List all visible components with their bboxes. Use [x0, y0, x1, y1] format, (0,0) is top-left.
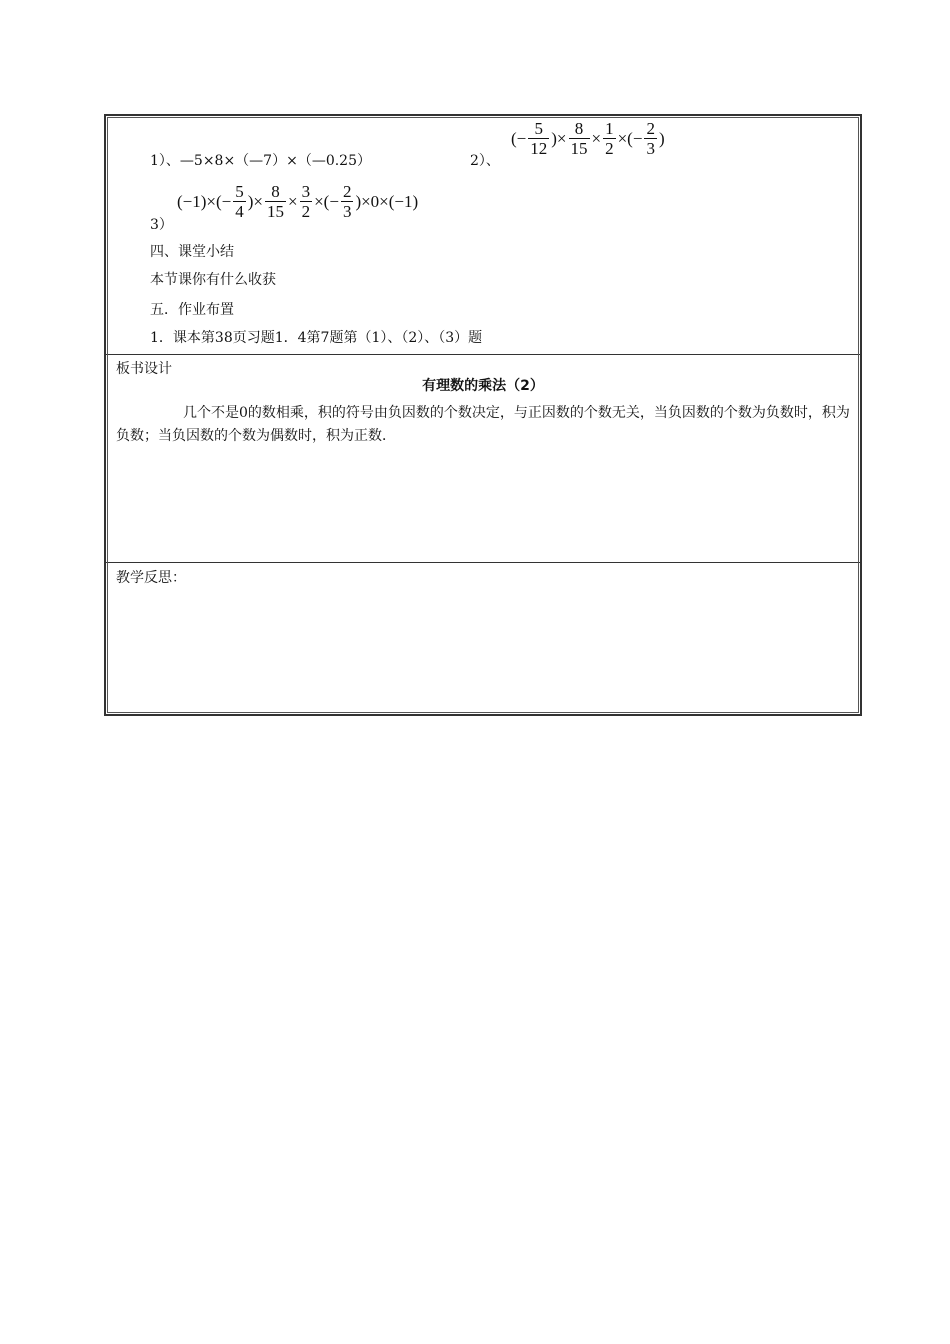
exercise-2-expression — [510, 119, 666, 158]
denominator: 4 — [235, 202, 244, 221]
fraction — [569, 119, 590, 158]
numerator: 8 — [271, 182, 280, 201]
numerator: 5 — [235, 182, 244, 201]
board-design-section — [106, 354, 860, 563]
denominator: 3 — [646, 139, 655, 158]
fraction — [603, 119, 616, 158]
board-design-label: 板书设计 — [116, 361, 172, 377]
numerator: 2 — [646, 119, 655, 138]
denominator: 3 — [342, 202, 352, 221]
lesson-plan-table — [104, 114, 862, 716]
numerator: 8 — [574, 119, 584, 138]
math-operator: (− — [511, 128, 527, 148]
denominator: 2 — [605, 139, 614, 158]
fraction — [300, 182, 313, 221]
math-operator: )×0×(−1) — [355, 191, 419, 211]
math-operator: × — [591, 128, 602, 148]
math-operator: )× — [551, 128, 567, 148]
numerator: 3 — [301, 182, 311, 201]
exercise-3-expression — [176, 182, 419, 221]
math-operator: ×(− — [617, 128, 643, 148]
numerator: 2 — [342, 182, 352, 201]
math-operator: (−1)×(− — [177, 191, 232, 211]
fraction — [341, 182, 354, 221]
summary-question: 本节课你有什么收获 — [150, 272, 276, 288]
math-operator: ×(− — [314, 191, 339, 211]
numerator: 5 — [534, 119, 543, 138]
math-operator: ) — [658, 128, 665, 148]
homework-item: 1．课本第38页习题1．4第7题第（1）、（2）、（3）题 — [150, 330, 483, 346]
fraction — [265, 182, 286, 221]
fraction — [528, 119, 549, 158]
homework-heading: 五．作业布置 — [150, 302, 234, 318]
exercise-3-label: 3） — [150, 217, 173, 233]
math-operator: × — [288, 191, 298, 211]
board-title: 有理数的乘法（2） — [422, 378, 544, 394]
exercise-2-label: 2）、 — [470, 153, 500, 169]
reflection-section — [106, 562, 860, 714]
exercise-1: 1）、—5×8×（—7）×（—0.25） — [150, 153, 371, 169]
numerator: 1 — [605, 119, 614, 138]
fraction — [233, 182, 246, 221]
denominator: 15 — [267, 202, 284, 221]
summary-heading: 四、课堂小结 — [150, 244, 234, 260]
denominator: 2 — [301, 202, 311, 221]
denominator: 12 — [530, 139, 548, 158]
board-content: 几个不是0的数相乘，积的符号由负因数的个数决定，与正因数的个数无关，当负因数的个数为负数时，积为负数；当负因数的个数为偶数时，积为正数． — [116, 405, 850, 444]
math-operator: )× — [247, 191, 263, 211]
exercises-section — [106, 116, 860, 354]
denominator: 15 — [570, 139, 588, 158]
reflection-label: 教学反思： — [116, 570, 186, 586]
fraction — [644, 119, 657, 158]
